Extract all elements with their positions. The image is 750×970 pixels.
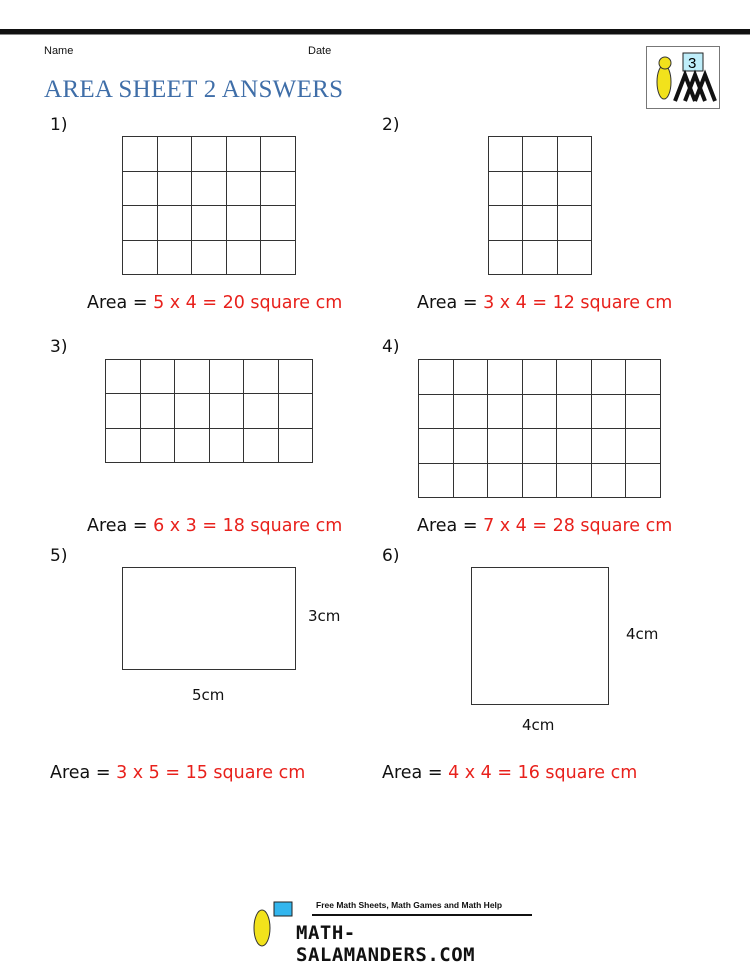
grid-square [523, 395, 558, 430]
grid-square [592, 360, 627, 395]
area-answer [87, 293, 342, 313]
area-answer [417, 516, 672, 536]
grid-square [488, 429, 523, 464]
grid-square [261, 172, 296, 207]
grid-square [558, 241, 592, 276]
grid-square [454, 360, 489, 395]
grid-square [558, 206, 592, 241]
grid-square [523, 241, 557, 276]
area-label: Area = [87, 293, 154, 313]
problem-number: 6) [382, 546, 400, 566]
date-label: Date [308, 45, 332, 57]
grid-square [106, 394, 141, 428]
footer-rule [312, 914, 532, 916]
grid-square [489, 206, 523, 241]
grid-square [227, 206, 262, 241]
grid-square [489, 241, 523, 276]
grid-square [488, 464, 523, 499]
area-label: Area = [87, 516, 154, 536]
grid-square [558, 172, 592, 207]
grid-square [192, 137, 227, 172]
grid-square [419, 395, 454, 430]
grid-square [123, 137, 158, 172]
grid-square [523, 172, 557, 207]
grid-square [158, 137, 193, 172]
grid-square [592, 429, 627, 464]
grid-square [558, 137, 592, 172]
grid-square [626, 360, 661, 395]
grid-square [141, 394, 176, 428]
width-label: 4cm [522, 716, 555, 734]
grid-square [227, 172, 262, 207]
grid-square [523, 137, 557, 172]
grid-square [141, 360, 176, 394]
area-label: Area = [417, 293, 484, 313]
area-grid [105, 359, 313, 463]
answer-text: 3 x 5 = 15 square cm [116, 763, 306, 783]
grid-square [175, 360, 210, 394]
grid-square [123, 241, 158, 276]
footer-site-name: MATH-SALAMANDERS.COM [296, 922, 476, 966]
area-answer [382, 763, 637, 783]
area-answer [87, 516, 342, 536]
grid-square [488, 360, 523, 395]
grid-square [454, 464, 489, 499]
grid-square [489, 172, 523, 207]
grid-square [626, 464, 661, 499]
area-answer [417, 293, 672, 313]
grid-square [244, 429, 279, 463]
grid-square [192, 172, 227, 207]
area-label: Area = [417, 516, 484, 536]
page-title: AREA SHEET 2 ANSWERS [44, 76, 344, 103]
grid-square [123, 172, 158, 207]
grid-square [454, 429, 489, 464]
grid-square [592, 464, 627, 499]
grid-square [261, 206, 296, 241]
grid-square [488, 395, 523, 430]
area-answer [50, 763, 305, 783]
grid-square [192, 206, 227, 241]
width-label: 5cm [192, 686, 225, 704]
answer-text: 6 x 3 = 18 square cm [153, 516, 343, 536]
grid-square [419, 464, 454, 499]
grid-square [244, 360, 279, 394]
problem-number: 3) [50, 337, 68, 357]
grid-square [626, 429, 661, 464]
area-label: Area = [382, 763, 449, 783]
grid-square [523, 429, 558, 464]
grid-square [123, 206, 158, 241]
answer-text: 5 x 4 = 20 square cm [153, 293, 343, 313]
grid-square [279, 360, 314, 394]
height-label: 3cm [308, 607, 341, 625]
grid-square [557, 360, 592, 395]
problem-number: 4) [382, 337, 400, 357]
top-rule [0, 29, 750, 35]
grid-square [523, 360, 558, 395]
footer-tagline: Free Math Sheets, Math Games and Math Help [316, 900, 503, 910]
grid-square [557, 429, 592, 464]
answer-text: 3 x 4 = 12 square cm [483, 293, 673, 313]
footer-logo [244, 898, 534, 966]
grid-square [279, 429, 314, 463]
area-label: Area = [50, 763, 117, 783]
grid-square [419, 429, 454, 464]
grid-square [523, 206, 557, 241]
answer-text: 7 x 4 = 28 square cm [483, 516, 673, 536]
problem-number: 5) [50, 546, 68, 566]
grid-square [227, 241, 262, 276]
grid-square [454, 395, 489, 430]
problem-number: 1) [50, 115, 68, 135]
grid-square [106, 360, 141, 394]
grid-square [175, 429, 210, 463]
grid-square [279, 394, 314, 428]
grid-square [158, 172, 193, 207]
grid-square [158, 206, 193, 241]
area-grid [418, 359, 661, 498]
logo-digit: 3 [688, 55, 697, 72]
problem-number: 2) [382, 115, 400, 135]
grid-square [106, 429, 141, 463]
grid-square [419, 360, 454, 395]
grid-square [626, 395, 661, 430]
grid-square [192, 241, 227, 276]
grid-square [489, 137, 523, 172]
grid-square [244, 394, 279, 428]
grid-square [523, 464, 558, 499]
name-label: Name [44, 45, 74, 57]
grid-square [261, 241, 296, 276]
rectangle [471, 567, 609, 705]
rectangle [122, 567, 296, 670]
grid-square [158, 241, 193, 276]
salamander-logo [646, 46, 720, 109]
grid-square [261, 137, 296, 172]
height-label: 4cm [626, 625, 659, 643]
grid-square [175, 394, 210, 428]
grid-square [557, 464, 592, 499]
answer-text: 4 x 4 = 16 square cm [448, 763, 638, 783]
grid-square [557, 395, 592, 430]
grid-square [141, 429, 176, 463]
grid-square [210, 360, 245, 394]
grid-square [227, 137, 262, 172]
grid-square [592, 395, 627, 430]
grid-square [210, 429, 245, 463]
area-grid [488, 136, 592, 275]
area-grid [122, 136, 296, 275]
grid-square [210, 394, 245, 428]
